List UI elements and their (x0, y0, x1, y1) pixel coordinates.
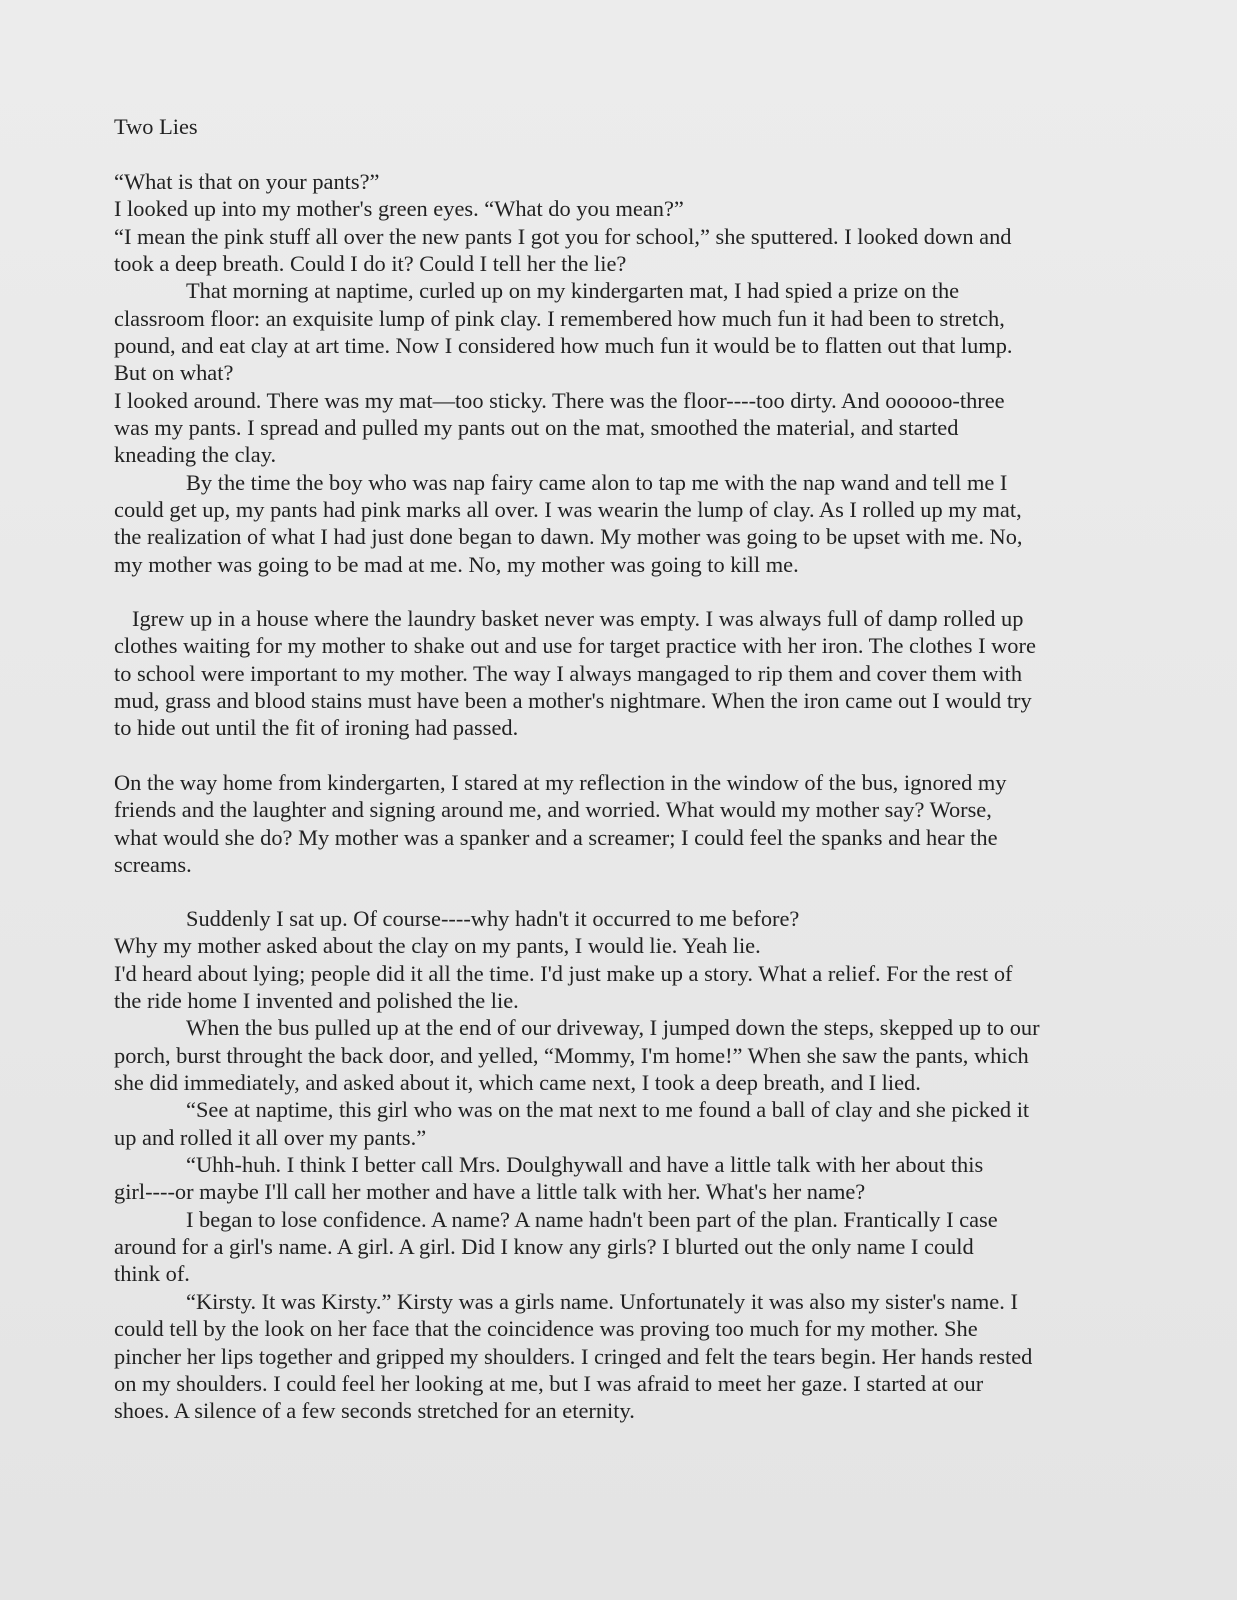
text-line: I looked around. There was my mat—too sticky. There was the floor----too dirty. And oooooo-three (114, 387, 1005, 413)
text-line: “Uhh-huh. I think I better call Mrs. Doulghywall and have a little talk with her about this (186, 1152, 984, 1178)
text-line: shoes. A silence of a few seconds stretched for an eternity. (114, 1398, 635, 1424)
text-line: to hide out until the fit of ironing had passed. (114, 715, 519, 741)
text-line: On the way home from kindergarten, I stared at my reflection in the window of the bus, ignored my (114, 770, 1007, 795)
text-line: the realization of what I had just done began to dawn. My mother was going to be upset with me. No, (114, 524, 1023, 550)
text-line: pound, and eat clay at art time. Now I considered how much fun it would be to flatten out that lump. (114, 333, 1013, 359)
text-line: friends and the laughter and signing around me, and worried. What would my mother say? Worse, (114, 797, 992, 823)
text-line: clothes waiting for my mother to shake out and use for target practice with her iron. The clothes I wore (114, 633, 1036, 659)
text-line: kneading the clay. (114, 442, 277, 468)
text-line: I'd heard about lying; people did it all the time. I'd just make up a story. What a relief. For the rest of (114, 960, 1013, 986)
text-line: screams. (114, 852, 192, 878)
text-line: porch, burst throught the back door, and yelled, “Mommy, I'm home!” When she saw the pants, which (114, 1042, 1029, 1068)
text-line: my mother was going to be mad at me. No, my mother was going to kill me. (114, 551, 799, 577)
text-line: That morning at naptime, curled up on my kindergarten mat, I had spied a prize on the (186, 278, 960, 304)
text-line: could get up, my pants had pink marks all over. I was wearin the lump of clay. As I rolled up my mat, (114, 497, 1022, 523)
text-line: was my pants. I spread and pulled my pants out on the mat, smoothed the material, and started (114, 415, 959, 441)
text-line: what would she do? My mother was a spanker and a screamer; I could feel the spanks and hear the (114, 824, 998, 850)
text-line: But on what? (114, 360, 234, 386)
text-line: By the time the boy who was nap fairy came alon to tap me with the nap wand and tell me I (186, 469, 1008, 495)
text-line: I began to lose confidence. A name? A name hadn't been part of the plan. Frantically I case (186, 1206, 998, 1232)
text-line: mud, grass and blood stains must have been a mother's nightmare. When the iron came out I would try (114, 688, 1032, 714)
text-line: Suddenly I sat up. Of course----why hadn't it occurred to me before? (186, 906, 800, 931)
text-line: around for a girl's name. A girl. A girl. Did I know any girls? I blurted out the only name I could (114, 1234, 974, 1260)
text-line: think of. (114, 1261, 190, 1287)
story-block-3 (114, 769, 1134, 878)
story-block-4 (114, 905, 1134, 1425)
document-title: Two Lies (114, 114, 198, 139)
text-line: girl----or maybe I'll call her mother and have a little talk with her. What's her name? (114, 1179, 866, 1205)
text-line: could tell by the look on her face that the coincidence was proving too much for my mother. She (114, 1316, 978, 1342)
text-line: “Kirsty. It was Kirsty.” Kirsty was a girls name. Unfortunately it was also my sister's name. I (186, 1288, 1018, 1314)
text-line: classroom floor: an exquisite lump of pink clay. I remembered how much fun it had been to stretch, (114, 305, 1005, 331)
text-line: she did immediately, and asked about it, which came next, I took a deep breath, and I lied. (114, 1070, 921, 1096)
text-line: I looked up into my mother's green eyes. “What do you mean?” (114, 196, 684, 222)
text-line: “See at naptime, this girl who was on the mat next to me found a ball of clay and she picked it (186, 1097, 1030, 1123)
text-line: up and rolled it all over my pants.” (114, 1124, 427, 1150)
story-block-2 (114, 605, 1134, 742)
text-line: to school were important to my mother. The way I always mangaged to rip them and cover them with (114, 660, 1023, 686)
text-line: the ride home I invented and polished the lie. (114, 988, 519, 1014)
text-line: When the bus pulled up at the end of our driveway, I jumped down the steps, skepped up to our (186, 1015, 1040, 1041)
text-line: took a deep breath. Could I do it? Could I tell her the lie? (114, 251, 627, 277)
text-line: on my shoulders. I could feel her looking at me, but I was afraid to meet her gaze. I started at our (114, 1370, 984, 1396)
story-block-1 (114, 168, 1134, 578)
text-line: Why my mother asked about the clay on my pants, I would lie. Yeah lie. (114, 933, 761, 959)
text-line: pincher her lips together and gripped my shoulders. I cringed and felt the tears begin. Her hands rested (114, 1343, 1033, 1369)
text-line: “I mean the pink stuff all over the new pants I got you for school,” she sputtered. I looked down and (114, 223, 1012, 249)
text-line: “What is that on your pants?” (114, 169, 380, 194)
text-line: Igrew up in a house where the laundry basket never was empty. I was always full of damp rolled up (132, 606, 1024, 631)
